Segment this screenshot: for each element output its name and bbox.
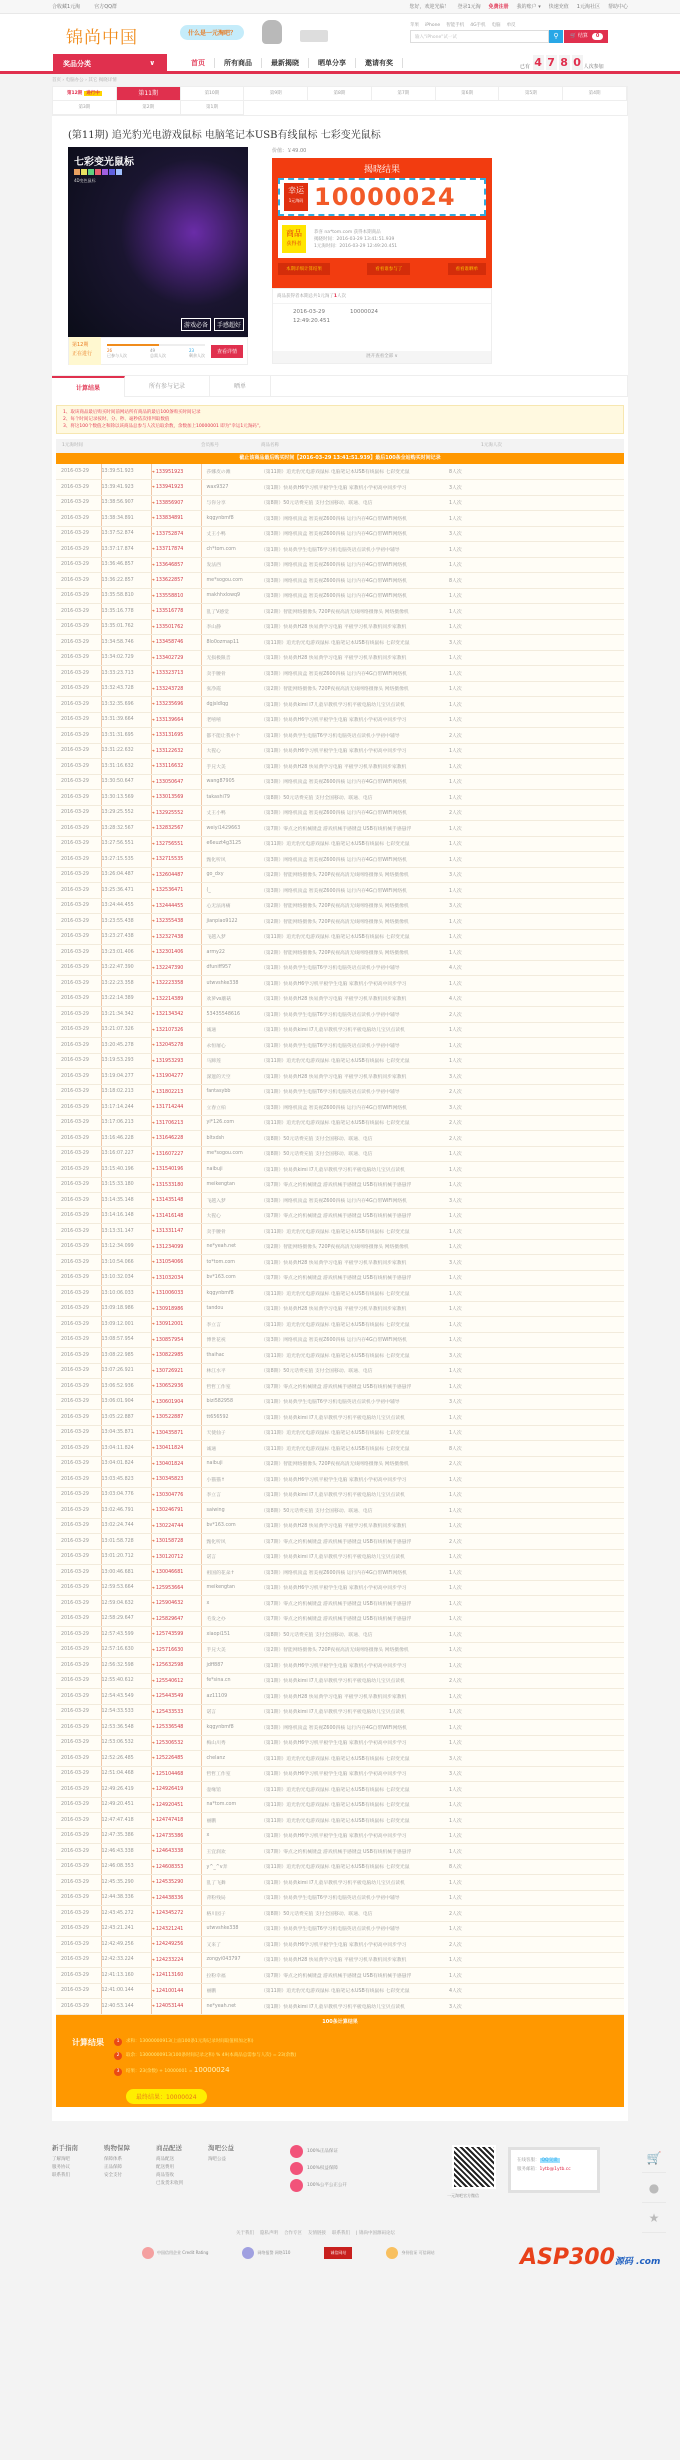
table-row: 2016-03-29 13:24:44.455 ➜ 132444455 心无法再痛 （第2期）智能网络摄像头 720P夜视高清无线网络摄像头 网络摄像机 3人次 [56,898,624,914]
table-row: 2016-03-29 13:36:22.857 ➜ 133622857 me*sogou.com （第3期）网络机顶盒 智美视Z600四核 运行内存4G自带WIFI网络机 8人次 [56,573,624,589]
community-link[interactable]: 1元淘社区 [576,4,600,10]
keyword[interactable]: 4G手机 [470,23,486,28]
table-row: 2016-03-29 13:15:40.196 ➜ 131540196 naibuji （第1期）快易典kimi I7儿童早教机学习机平板电脑幼儿宝贝点读机 1人次 [56,1162,624,1178]
winner-line[interactable]: 恭喜 na*tom.com 获得本期商品 [314,229,381,235]
table-row: 2016-03-29 13:04:35.871 ➜ 130435871 天使仙子 （第11期）追光豹光电游戏鼠标 电脑笔记本USB有线鼠标 七彩变光鼠 1人次 [56,1425,624,1441]
table-row: 2016-03-29 13:31:31.695 ➜ 133131695 都不能让我中个 （第1期）快易典学生电脑T6学习机电脑英语点读机小学初中辅导 2人次 [56,728,624,744]
table-row: 2016-03-29 13:33:23.713 ➜ 133323713 卖手腰骨 （第3期）网络机顶盒 智美视Z600四核 运行内存4G自带WIFI网络机 1人次 [56,666,624,682]
footer-link[interactable]: 已发货未收到 [156,2180,183,2186]
table-row: 2016-03-29 12:42:33.224 ➜ 124233224 zongyi043797 （第1期）快易典H28 快易典学习电脑 平板学习机早教机同步家教机 1人次 [56,1952,624,1968]
table-row: 2016-03-29 12:53:06.532 ➜ 125306532 梅山川秀 （第1期）快易典H6学习机平板学生电脑 家教机小学初高中同步学习 1人次 [56,1735,624,1751]
table-row: 2016-03-29 13:34:58.746 ➜ 133458746 8lo0ozmap11 （第11期）追光豹光电游戏鼠标 电脑笔记本USB有线鼠标 七彩变光鼠 3人次 [56,635,624,651]
table-row: 2016-03-29 12:44:38.336 ➜ 124438336 背粉残局 （第1期）快易典学生电脑T6学习机电脑英语点读机小学初中辅导 1人次 [56,1890,624,1906]
table-row: 2016-03-29 12:46:08.353 ➜ 124608353 y^_^v奔 （第11期）追光豹光电游戏鼠标 电脑笔记本USB有线鼠标 七彩变光鼠 8人次 [56,1859,624,1875]
next-period-bar: 第12期 正在进行 26 已参与人次 49 总需人次 23 剩余人次 查看详情 [68,337,248,365]
detail-tabs [52,375,628,397]
table-row: 2016-03-29 13:34:02.729 ➜ 133402729 无损极限音 （第1期）快易典H28 快易典学习电脑 平板学习机早教机同步家教机 1人次 [56,650,624,666]
participation-counter [520,55,604,70]
tab-share[interactable]: 晒单 [210,376,271,397]
period-item[interactable]: 第6期 [436,87,500,101]
hot-keywords [410,22,522,28]
table-row: 2016-03-29 12:47:47.418 ➜ 124747418 丽鹏 （第11期）追光豹光电游戏鼠标 电脑笔记本USB有线鼠标 七彩变光鼠 1人次 [56,1813,624,1829]
hammer-icon [290,2162,303,2175]
tab-all-records[interactable]: 所有参与记录 [125,376,210,397]
footer-link[interactable]: 保障体系 [104,2156,122,2162]
table-row: 2016-03-29 12:53:36.548 ➜ 125336548 kqgynbmf8 （第3期）网络机顶盒 智美视Z600四核 运行内存4G自带WIFI网络机 1人次 [56,1720,624,1736]
footer-link[interactable]: 配送费用 [156,2164,174,2170]
table-row: 2016-03-29 13:02:24.744 ➜ 130224744 bv*163.com （第1期）快易典H28 快易典学习电脑 平板学习机早教机同步家教机 1人次 [56,1518,624,1534]
final-result: 最终结果：10000024 [126,2089,207,2104]
progress-bar [107,344,205,346]
price: 价值：￥49.00 [272,148,307,154]
table-row: 2016-03-29 13:06:01.904 ➜ 130601904 bizi582958 （第1期）快易典学生电脑T6学习机电脑英语点读机小学初中辅导 3人次 [56,1394,624,1410]
footer-link[interactable]: 商品签收 [156,2172,174,2178]
counter-digit: 8 [560,56,568,69]
table-row: 2016-03-29 13:19:04.277 ➜ 131904277 深邃的天空 （第1期）快易典H28 快易典学习电脑 平板学习机早教机同步家教机 3人次 [56,1069,624,1085]
status-badge: 进行中 [86,91,100,96]
view-details-button[interactable]: 查看详情 [211,345,243,358]
wechat-qr-code [452,2145,496,2189]
register-link[interactable]: 免费注册 [488,4,509,10]
period-item[interactable]: 第5期 [499,87,563,101]
qq-group-link[interactable]: 官方QQ群 [94,4,118,10]
table-row: 2016-03-29 13:19:53.293 ➜ 131953293 马蹄莲 （第11期）追光豹光电游戏鼠标 电脑笔记本USB有线鼠标 七彩变光鼠 1人次 [56,1053,624,1069]
qq-icon[interactable]: ● [642,2173,666,2203]
chevron-down-icon: ∨ [149,59,155,67]
table-row: 2016-03-29 13:09:12.001 ➜ 130912001 李立言 （第11期）追光豹光电游戏鼠标 电脑笔记本USB有线鼠标 七彩变光鼠 1人次 [56,1317,624,1333]
table-row: 2016-03-29 12:42:49.256 ➜ 124249256 又来了 （第1期）快易典H6学习机平板学生电脑 家教机小学初高中同步学习 2人次 [56,1937,624,1953]
table-header: 1元淘时间 会员账号 商品名称 1元淘人次 [56,439,624,453]
image-tag: 游戏必备 [181,318,211,331]
shield-icon [290,2145,303,2158]
table-row: 2016-03-29 13:14:16.148 ➜ 131416148 大猩心 （第7期）零点之约机械键盘 游戏机械手感键盘 USB有线机械手感悬浮 1人次 [56,1208,624,1224]
table-row: 2016-03-29 13:08:22.985 ➜ 130822985 thaihac （第11期）追光豹光电游戏鼠标 电脑笔记本USB有线鼠标 七彩变光鼠 3人次 [56,1348,624,1364]
table-row: 2016-03-29 13:17:14.244 ➜ 131714244 立春立柏 （第3期）网络机顶盒 智美视Z600四核 运行内存4G自带WIFI网络机 3人次 [56,1100,624,1116]
table-row: 2016-03-29 13:26:04.487 ➜ 132604487 go_dxy （第2期）智能网络摄像头 720P夜视高清无线网络摄像头 网络摄像机 3人次 [56,867,624,883]
table-row: 2016-03-29 13:27:15.535 ➜ 132715535 甄化听风 （第3期）网络机顶盒 智美视Z600四核 运行内存4G自带WIFI网络机 1人次 [56,852,624,868]
table-row: 2016-03-29 13:15:33.180 ➜ 131533180 meikengtan （第7期）零点之约机械键盘 游戏机械手感键盘 USB有线机械手感悬浮 1人次 [56,1177,624,1193]
participants-button[interactable]: 看看谁参与了 [367,263,410,275]
table-row: 2016-03-29 13:31:22.632 ➜ 133122632 大猩心 （第1期）快易典H6学习机平板学生电脑 家教机小学初高中同步学习 1人次 [56,743,624,759]
table-row: 2016-03-29 13:25:36.471 ➜ 132536471 (_ （第3期）网络机顶盒 智美视Z600四核 运行内存4G自带WIFI网络机 1人次 [56,883,624,899]
period-item[interactable]: 第10期 [181,87,245,101]
table-row: 2016-03-29 13:14:35.148 ➜ 131435148 飞越入梦 （第3期）网络机顶盒 智美视Z600四核 运行内存4G自带WIFI网络机 3人次 [56,1193,624,1209]
cart-count: 0 [592,33,603,40]
footer-link[interactable]: 联系我们 [332,2230,350,2236]
table-row: 2016-03-29 13:32:35.696 ➜ 133235696 dgjsldlqg （第1期）快易典kimi I7儿童早教机学习机平板电脑幼儿宝贝点读机 1人次 [56,697,624,713]
login-link[interactable]: 登录1元淘 [457,4,481,10]
table-row: 2016-03-29 12:40:53.144 ➜ 124053144 ne*yeah.net （第1期）快易典kimi I7儿童早教机学习机平板电脑幼儿宝贝点读机 3人次 [56,1999,624,2015]
product-image [68,147,248,337]
table-row: 2016-03-29 13:22:47.390 ➜ 132247390 dfuniff957 （第1期）快易典学生电脑T6学习机电脑英语点读机小学初中辅导 4人次 [56,960,624,976]
table-row: 2016-03-29 13:02:46.791 ➜ 130246791 saiwing （第8期）50元话费充值 支付全国移动、联通、电信 1人次 [56,1503,624,1519]
counter-digit: 0 [573,56,581,69]
nav-latest[interactable]: 最新揭晓 [262,58,309,68]
table-row: 2016-03-29 13:30:50.647 ➜ 133050647 wang87905 （第3期）网络机顶盒 智美视Z600四核 运行内存4G自带WIFI网络机 1人次 [56,774,624,790]
reveal-title: 揭晓结果 [363,165,400,175]
table-row: 2016-03-29 12:43:45.272 ➜ 124345272 格川园子 （第8期）50元话费充值 支付全国移动、联通、电信 2人次 [56,1906,624,1922]
table-row: 2016-03-29 13:23:01.406 ➜ 132301406 army22 （第2期）智能网络摄像头 720P夜视高清无线网络摄像头 网络摄像机 1人次 [56,945,624,961]
table-row: 2016-03-29 13:38:34.891 ➜ 133834891 kqgynbmf8 （第3期）网络机顶盒 智美视Z600四核 运行内存4G自带WIFI网络机 1人次 [56,511,624,527]
table-row: 2016-03-29 13:01:20.712 ➜ 130120712 诺言 （第1期）快易典kimi I7儿童早教机学习机平板电脑幼儿宝贝点读机 1人次 [56,1549,624,1565]
image-title: 七彩变光鼠标 [74,157,134,168]
email-link[interactable]: 1ytb@1ytb.cc [539,2166,571,2172]
watermark: ASP300源码 .com [520,2244,661,2270]
bookmark-link[interactable]: 合收藏1元淘 [52,4,81,10]
search-input[interactable]: 输入"iPhone"试一试 [410,30,549,43]
table-row: 2016-03-29 12:51:04.468 ➜ 125104468 哲哲工作室 （第1期）快易典H6学习机平板学生电脑 家教机小学初高中同步学习 3人次 [56,1766,624,1782]
table-row: 2016-03-29 13:23:55.438 ➜ 132355438 jianpiao9122 （第2期）智能网络摄像头 720P夜视高清无线网络摄像头 网络摄像机 1人次 [56,914,624,930]
cart-icon[interactable]: 🛒 [642,2143,666,2173]
table-banner: 截止该商品最后购买时间【2016-03-29 13:41:51.939】最后100条全站购买时间记录 [56,453,624,464]
table-row: 2016-03-29 12:59:04.632 ➜ 125904632 x （第7期）零点之约机械键盘 游戏机械手感键盘 USB有线机械手感悬浮 1人次 [56,1596,624,1612]
footer-link[interactable]: 服务协议 [52,2164,70,2170]
table-row: 2016-03-29 13:00:46.681 ➜ 130046681 祖国的花朵↑ （第3期）网络机顶盒 智美视Z600四核 运行内存4G自带WIFI网络机 1人次 [56,1565,624,1581]
nav-share[interactable]: 晒单分享 [309,58,356,68]
period-selector [52,86,628,116]
table-row: 2016-03-29 13:28:32.567 ➜ 132832567 weiyi1429663 （第7期）零点之约机械键盘 游戏机械手感键盘 USB有线机械手感悬浮 1人次 [56,821,624,837]
table-row: 2016-03-29 12:54:43.549 ➜ 125443549 az11109 （第1期）快易典H28 快易典学习电脑 平板学习机早教机同步家教机 1人次 [56,1689,624,1705]
cart-icon: 🛒 [570,33,577,39]
keyword[interactable]: 电脑 [491,23,501,28]
buy-time: 1元淘时间：2016-03-29 12:49:20.451 [314,243,398,249]
table-row: 2016-03-29 13:18:02.213 ➜ 131802213 fantasybb （第1期）快易典学生电脑T6学习机电脑英语点读机小学初中辅导 2人次 [56,1084,624,1100]
table-row: 2016-03-29 13:32:43.728 ➜ 133243728 张净霞 （第2期）智能网络摄像头 720P夜视高清无线网络摄像头 网络摄像机 1人次 [56,681,624,697]
footer-link[interactable]: 商品配送 [156,2156,174,2162]
search-button[interactable] [549,30,563,43]
table-row: 2016-03-29 13:38:56.907 ➜ 133856907 与你分享 （第8期）50元话费充值 支付全国移动、联通、电信 1人次 [56,495,624,511]
side-toolbar [642,2143,666,2233]
footer-column: 淘吧公益 淘吧公益 [208,2143,260,2188]
credit-badge: 中国信用企业 Credit Rating [142,2247,208,2259]
table-row: 2016-03-29 13:01:58.728 ➜ 130158728 甄化听风 （第7期）零点之约机械键盘 游戏机械手感键盘 USB有线机械手感悬浮 2人次 [56,1534,624,1550]
table-row: 2016-03-29 13:39:41.923 ➜ 133941923 wax9327 （第1期）快易典H6学习机平板学生电脑 家教机小学初高中同步学习 3人次 [56,480,624,496]
tab-calc-result[interactable]: 计算结果 [52,376,125,397]
footer-column: 购物保障 保障体系 正品保障 安全支付 [104,2143,156,2188]
mascot-image [262,20,282,44]
table-row: 2016-03-29 13:37:52.874 ➜ 133752874 丈王小鸭 （第3期）网络机顶盒 智美视Z600四核 运行内存4G自带WIFI网络机 3人次 [56,526,624,542]
table-row: 2016-03-29 13:10:06.033 ➜ 131006033 kqgynbmf8 （第11期）追光豹光电游戏鼠标 电脑笔记本USB有线鼠标 七彩变光鼠 1人次 [56,1286,624,1302]
product-section [52,147,628,367]
table-row: 2016-03-29 12:41:13.160 ➜ 124113160 拉粉幸福 （第7期）零点之约机械键盘 游戏机械手感键盘 USB有线机械手感悬浮 1人次 [56,1968,624,1984]
table-row: 2016-03-29 13:37:17.874 ➜ 133717874 ch*tom.com （第1期）快易典学生电脑T6学习机电脑英语点读机小学初中辅导 1人次 [56,542,624,558]
category-label: 奖品分类 [63,60,91,68]
footer-link[interactable]: 安全支付 [104,2172,122,2178]
footer-link[interactable]: | 锦尚中国源码论坛 [356,2230,395,2236]
table-row: 2016-03-29 12:57:43.599 ➜ 125743599 xiaopi151 （第8期）50元话费充值 支付全国移动、联通、电信 1人次 [56,1627,624,1643]
table-row: 2016-03-29 12:41:00.144 ➜ 124100144 丽鹏 （第11期）追光豹光电游戏鼠标 电脑笔记本USB有线鼠标 七彩变光鼠 4人次 [56,1983,624,1999]
cart-button[interactable] [564,30,608,43]
top-bar [0,0,680,14]
counter-suffix: 人次参加 [583,64,604,70]
table-row: 2016-03-29 12:52:26.485 ➜ 125226485 chelanz （第11期）追光豹光电游戏鼠标 电脑笔记本USB有线鼠标 七彩变光鼠 3人次 [56,1751,624,1767]
table-row: 2016-03-29 12:58:29.647 ➜ 125829647 毛发之办 （第7期）零点之约机械键盘 游戏机械手感键盘 USB有线机械手感悬浮 1人次 [56,1611,624,1627]
table-row: 2016-03-29 13:03:45.823 ➜ 130345823 小猫猫↑ （第1期）快易典H6学习机平板学生电脑 家教机小学初高中同步学习 1人次 [56,1472,624,1488]
period-item[interactable]: 第1期 [181,101,245,115]
table-row: 2016-03-29 13:04:11.824 ➜ 130411824 诚通 （第11期）追光豹光电游戏鼠标 电脑笔记本USB有线鼠标 七彩变光鼠 8人次 [56,1441,624,1457]
favorite-star-icon[interactable]: ★ [642,2203,666,2233]
table-row: 2016-03-29 13:08:57.954 ➜ 130857954 博世花祝 （第3期）网络机顶盒 智美视Z600四核 运行内存4G自带WIFI网络机 1人次 [56,1332,624,1348]
footer-link[interactable]: 了解淘吧 [52,2156,70,2162]
customer-service-box: 在线客服： QQ交谈 服务邮箱：1ytb@1ytb.cc [508,2147,600,2193]
footer: 新手指南 了解淘吧 服务协议 联系我们 购物保障 保障体系 正品保障 安全支付 商品配送 商品配送 配送费用 商品签收 已发货未收到 淘吧公益 淘吧公益 100%正品保证 100%权益保障 100%公平公正公开 一元淘吧官方微信 在线客服： QQ交谈 服务邮箱：1ytb@1ytb.cc 🛒 ● ★ 关于我们 隐私声明 合作专区 友情链接 联系我们 | 锦尚中国源码论坛 中国信用企业 Credit Rating 网络报警 网络110 诚信网站 身份验证 可信网站 ASP300源码 .com [0,2135,680,2315]
table-row: 2016-03-29 13:27:56.551 ➜ 132756551 e6euzt4g3125 （第11期）追光豹光电游戏鼠标 电脑笔记本USB有线鼠标 七彩变光鼠 1人次 [56,836,624,852]
table-row: 2016-03-29 13:05:22.887 ➜ 130522887 tt656592 （第1期）快易典kimi I7儿童早教机学习机平板电脑幼儿宝贝点读机 1人次 [56,1410,624,1426]
table-row: 2016-03-29 13:39:51.923 ➜ 133951923 莎娜皮の滩 （第11期）追光豹光电游戏鼠标 电脑笔记本USB有线鼠标 七彩变光鼠 8人次 [56,464,624,480]
records-table [56,464,624,2015]
period-item[interactable]: 第4期 [563,87,627,101]
table-row: 2016-03-29 13:22:23.358 ➜ 132223358 utwvshke338 （第1期）快易典H6学习机平板学生电脑 家教机小学初高中同步学习 1人次 [56,976,624,992]
reveal-panel [272,158,492,288]
counter-prefix: 已有 [520,64,531,70]
calc-result-button[interactable]: 本期详细计算结果 [278,263,330,275]
table-row: 2016-03-29 13:35:01.762 ➜ 133501762 李山静 （第1期）快易典H28 快易典学习电脑 平板学习机早教机同步家教机 1人次 [56,619,624,635]
lucky-number-box: 幸运 1元淘码 10000024 [278,178,486,216]
devices-image [300,30,328,42]
period-selected[interactable]: 第11期 [117,87,181,101]
table-row: 2016-03-29 12:54:33.533 ➜ 125433533 诺言 （第1期）快易典kimi I7儿童早教机学习机平板电脑幼儿宝贝点读机 1人次 [56,1704,624,1720]
page-title: (第11期) 追光豹光电游戏鼠标 电脑笔记本USB有线鼠标 七彩变光鼠标 [68,130,381,141]
winner-box: 商品 获得者 恭喜 na*tom.com 获得本期商品 揭晓时间：2016-03-29 13:41:51.939 1元淘时间：2016-03-29 12:49:20.451 [278,220,486,258]
table-row: 2016-03-29 13:10:32.034 ➜ 131032034 bv*163.com （第7期）零点之约机械键盘 游戏机械手感键盘 USB有线机械手感悬浮 1人次 [56,1270,624,1286]
footer-column: 新手指南 了解淘吧 服务协议 联系我们 [52,2143,104,2188]
period-item[interactable]: 第8期 [308,87,372,101]
trust-badge: 诚信网站 [324,2247,352,2259]
table-row: 2016-03-29 12:46:43.338 ➜ 124643338 王宜润欢 （第7期）零点之约机械键盘 游戏机械手感键盘 USB有线机械手感悬浮 1人次 [56,1844,624,1860]
share-button[interactable]: 看看谁晒单 [448,263,487,275]
table-row: 2016-03-29 13:13:31.147 ➜ 131331147 卖手腰骨 （第11期）追光豹光电游戏鼠标 电脑笔记本USB有线鼠标 七彩变光鼠 1人次 [56,1224,624,1240]
table-row: 2016-03-29 12:55:40.612 ➜ 125540612 fe*sina.cn （第1期）快易典kimi I7儿童早教机学习机平板电脑幼儿宝贝点读机 2人次 [56,1673,624,1689]
search-icon: ⚲ [553,32,559,40]
counter-digit: 7 [547,56,555,69]
footer-link[interactable]: 合作专区 [284,2230,302,2236]
account-menu[interactable]: 我的账户 ▾ [516,4,541,10]
footer-link[interactable]: 隐私声明 [260,2230,278,2236]
table-row: 2016-03-29 13:09:18.986 ➜ 130918986 tandou （第1期）快易典H28 快易典学习电脑 平板学习机早教机同步家教机 1人次 [56,1301,624,1317]
table-row: 2016-03-29 13:12:34.099 ➜ 131234099 ne*yeah.net （第2期）智能网络摄像头 720P夜视高清无线网络摄像头 网络摄像机 1人次 [56,1239,624,1255]
table-row: 2016-03-29 12:45:35.290 ➜ 124535290 乱了飞舞 （第1期）快易典kimi I7儿童早教机学习机平板电脑幼儿宝贝点读机 1人次 [56,1875,624,1891]
breadcrumb[interactable]: 首页 › 电脑办公 › 其它 揭晓详情 [52,78,117,83]
counter-digit: 4 [534,56,542,69]
table-row: 2016-03-29 12:47:35.386 ➜ 124735386 x （第1期）快易典H6学习机平板学生电脑 家教机小学初高中同步学习 1人次 [56,1828,624,1844]
table-row: 2016-03-29 13:35:58.810 ➜ 133558810 makhhxlowq9 （第3期）网络机顶盒 智美视Z600四核 运行内存4G自带WIFI网络机 1人次 [56,588,624,604]
table-row: 2016-03-29 12:49:26.419 ➜ 124926419 壶缘馆 （第11期）追光豹光电游戏鼠标 电脑笔记本USB有线鼠标 七彩变光鼠 1人次 [56,1782,624,1798]
period-item[interactable]: 第9期 [244,87,308,101]
table-row: 2016-03-29 13:31:16.632 ➜ 133116632 手兄大美 （第1期）快易典H28 快易典学习电脑 平板学习机早教机同步家教机 1人次 [56,759,624,775]
recharge-link[interactable]: 快速充值 [548,4,569,10]
table-row: 2016-03-29 13:16:46.228 ➜ 131646228 bltxdsh （第8期）50元话费充值 支付全国移动、联通、电信 2人次 [56,1131,624,1147]
main-content [52,86,628,2121]
footer-link[interactable]: 关于我们 [236,2230,254,2236]
footer-link[interactable]: 友情链接 [308,2230,326,2236]
nav-all-products[interactable]: 所有商品 [215,58,262,68]
table-row: 2016-03-29 13:21:34.342 ➜ 132134342 53435548616 （第1期）快易典学生电脑T6学习机电脑英语点读机小学初中辅导 2人次 [56,1007,624,1023]
rules-notes: 1、取该商品最后购买时间前网站所有商品的最后100条购买时间记录 2、每个时间记录按时、分、秒、毫秒依次排列取数值 3、将这100个数值之和除以该商品总参与人次后取余数，余数加上10000001 即为"幸运1元淘码"。 [56,405,624,434]
table-row: 2016-03-29 13:29:25.552 ➜ 132925552 丈王小鸭 （第3期）网络机顶盒 智美视Z600四核 运行内存4G自带WIFI网络机 2人次 [56,805,624,821]
qq-chat-button[interactable]: QQ交谈 [541,2157,558,2163]
table-row: 2016-03-29 12:56:32.598 ➜ 125632598 jdff887 （第1期）快易典H6学习机平板学生电脑 家教机小学初高中同步学习 1人次 [56,1658,624,1674]
category-menu[interactable] [53,54,167,74]
lucky-number: 10000024 [314,183,456,211]
help-link[interactable]: 帮助中心 [607,4,628,10]
calc-result-panel: 100条计算结果 计算结果 1 求和：13000000913(上面100条1元淘记录时间取值相加之和) 2 取余：13000000913(100条时间记录之和) % 49(本商品总需参与人次) = 23(余数) 3 结果：23(余数) + 10000001 = 10000024 最终结果：10000024 [56,2015,624,2107]
table-row: 2016-03-29 13:30:13.569 ➜ 133013569 takashi79 （第8期）50元话费充值 支付全国移动、联通、电信 1人次 [56,790,624,806]
next-period-label: 第12期 [72,342,89,348]
period-current[interactable]: 第12期 进行中 [53,87,117,101]
keyword[interactable]: 苹果 [410,23,419,28]
table-row: 2016-03-29 13:16:07.227 ➜ 131607227 me*sogou.com （第8期）50元话费充值 支付全国移动、联通、电信 1人次 [56,1146,624,1162]
table-row: 2016-03-29 12:57:16.630 ➜ 125716630 手兄大美 （第2期）智能网络摄像头 720P夜视高清无线网络摄像头 网络摄像机 1人次 [56,1642,624,1658]
nav-invite[interactable]: 邀请有奖 [356,58,403,68]
table-row: 2016-03-29 13:07:26.921 ➜ 130726921 林江水平 （第8期）50元话费充值 支付全国移动、联通、电信 1人次 [56,1363,624,1379]
period-item[interactable]: 第7期 [372,87,436,101]
keyword[interactable]: 智能手机 [446,23,465,28]
cart-label: 结算 [577,33,588,39]
reveal-time: 揭晓时间：2016-03-29 13:41:51.939 [314,236,395,242]
footer-column: 商品配送 商品配送 配送费用 商品签收 已发货未收到 [156,2143,208,2188]
table-row: 2016-03-29 13:22:14.389 ➜ 132214389 欢萝vs蘑菇 （第1期）快易典H28 快易典学习电脑 平板学习机早教机同步家教机 4人次 [56,991,624,1007]
main-nav [0,54,680,74]
image-subtitle: 4D变色鼠标 [74,178,96,183]
logo[interactable]: 锦尚中国 [66,28,138,48]
table-row: 2016-03-29 13:20:45.278 ➜ 132045278 永恒屠心 （第1期）快易典学生电脑T6学习机电脑英语点读机小学初中辅导 1人次 [56,1038,624,1054]
police-badge: 网络报警 网络110 [242,2247,290,2259]
period-item[interactable]: 第2期 [117,101,181,115]
footer-link[interactable]: 正品保障 [104,2164,122,2170]
header [0,14,680,54]
image-tag: 手感超好 [214,318,244,331]
next-period-status: 正在进行 [72,351,93,357]
table-row: 2016-03-29 13:17:06.213 ➜ 131706213 yi*126.com （第11期）追光豹光电游戏鼠标 电脑笔记本USB有线鼠标 七彩变光鼠 2人次 [56,1115,624,1131]
table-row: 2016-03-29 13:23:27.438 ➜ 132327438 飞越入梦 （第11期）追光豹光电游戏鼠标 电脑笔记本USB有线鼠标 七彩变光鼠 1人次 [56,929,624,945]
table-row: 2016-03-29 13:31:39.664 ➜ 133139664 老嘻嘻 （第1期）快易典H6学习机平板学生电脑 家教机小学初高中同步学习 1人次 [56,712,624,728]
color-swatches [74,169,122,175]
table-row: 2016-03-29 12:43:21.241 ➜ 124321241 utwvshke338 （第1期）快易典学生电脑T6学习机电脑英语点读机小学初中辅导 1人次 [56,1921,624,1937]
expand-all-button[interactable]: 展开查看全部 ∨ [273,351,491,363]
verify-badge: 身份验证 可信网站 [386,2247,434,2259]
what-is-bubble[interactable]: 什么是一元淘吧？ [180,25,244,40]
scale-icon [290,2179,303,2192]
table-row: 2016-03-29 13:10:54.066 ➜ 131054066 to*tom.com （第1期）快易典H28 快易典学习电脑 平板学习机早教机同步家教机 3人次 [56,1255,624,1271]
table-row: 2016-03-29 12:59:53.664 ➜ 125953664 meikengtan （第1期）快易典H6学习机平板学生电脑 家教机小学初高中同步学习 1人次 [56,1580,624,1596]
table-row: 2016-03-29 13:36:46.857 ➜ 133646857 发法西 （第3期）网络机顶盒 智美视Z600四核 运行内存4G自带WIFI网络机 1人次 [56,557,624,573]
keyword[interactable]: iPhone [425,23,441,28]
footer-link[interactable]: 联系我们 [52,2172,70,2178]
winner-records: 商品获得者本期总共1元淘了1人次 2016-03-29 12:49:20.451 10000024 展开查看全部 ∨ [272,288,492,364]
greeting: 您好，欢迎光临！ [409,4,450,10]
table-row: 2016-03-29 13:04:01.824 ➜ 130401824 naibuji （第2期）智能网络摄像头 720P夜视高清无线网络摄像头 网络摄像机 2人次 [56,1456,624,1472]
table-row: 2016-03-29 13:06:52.936 ➜ 130652936 哲哲工作室 （第7期）零点之约机械键盘 游戏机械手感键盘 USB有线机械手感悬浮 1人次 [56,1379,624,1395]
nav-home[interactable]: 首页 [182,58,215,68]
period-item[interactable]: 第3期 [53,101,117,115]
table-row: 2016-03-29 13:21:07.326 ➜ 132107326 诚通 （第1期）快易典kimi I7儿童早教机学习机平板电脑幼儿宝贝点读机 1人次 [56,1022,624,1038]
table-row: 2016-03-29 13:35:16.778 ➜ 133516778 乱了V感觉 （第2期）智能网络摄像头 720P夜视高清无线网络摄像头 网络摄像机 1人次 [56,604,624,620]
table-row: 2016-03-29 12:49:20.451 ➜ 124920451 na*tom.com （第11期）追光豹光电游戏鼠标 电脑笔记本USB有线鼠标 七彩变光鼠 1人次 [56,1797,624,1813]
table-row: 2016-03-29 13:03:04.776 ➜ 130304776 李立言 （第1期）快易典kimi I7儿童早教机学习机平板电脑幼儿宝贝点读机 1人次 [56,1487,624,1503]
footer-link[interactable]: 淘吧公益 [208,2156,226,2162]
keyword[interactable]: 单反 [506,23,516,28]
